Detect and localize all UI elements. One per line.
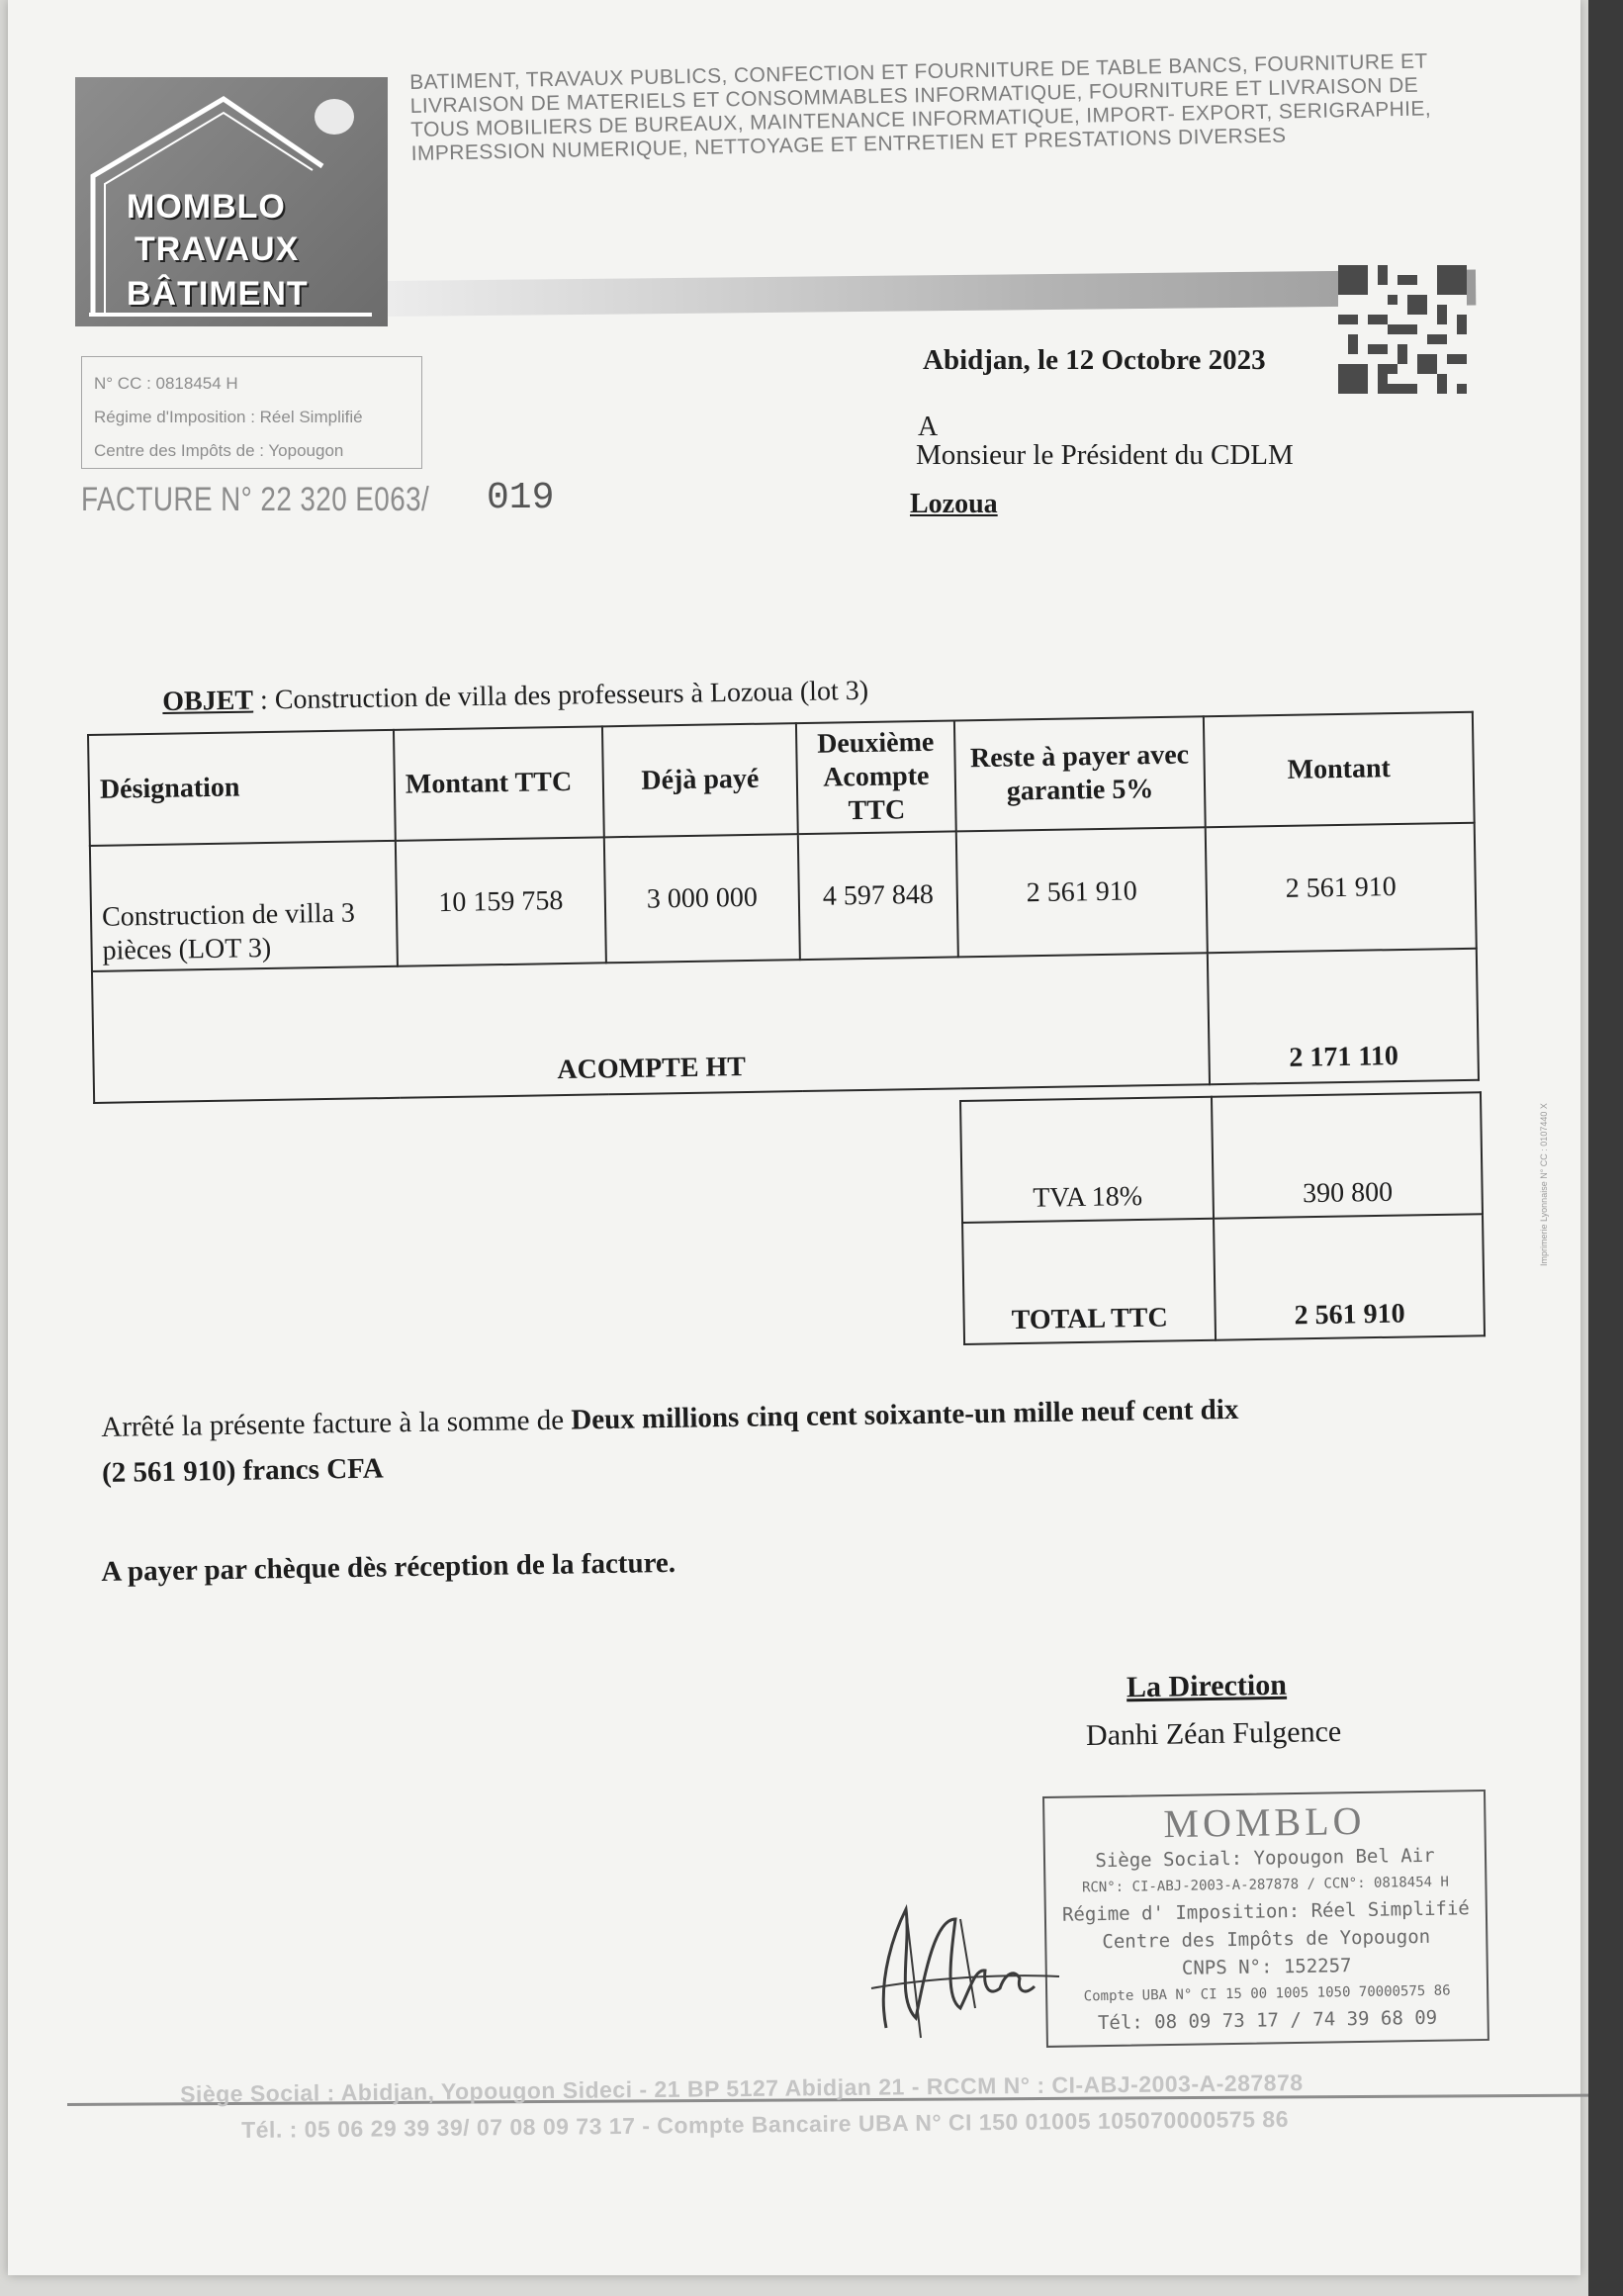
company-stamp: [1042, 1790, 1489, 2048]
stamp-line: Régime d' Imposition: Réel Simplifié: [1061, 1897, 1470, 1926]
table-row: [90, 823, 1477, 971]
acompte-row: [92, 949, 1479, 1103]
handwritten-signature: [866, 1880, 1064, 2048]
totals-table: [959, 1091, 1486, 1345]
stamp-line: Centre des Impôts de Yopougon: [1102, 1925, 1431, 1954]
stamp-line: CNPS N°: 152257: [1181, 1955, 1352, 1979]
cell-reste-a-payer: 2 561 910: [956, 827, 1208, 957]
amount-in-words: [101, 1384, 1427, 1496]
company-activities: BATIMENT, TRAVAUX PUBLICS, CONFECTION ET FOURNITURE DE TABLE BANCS, FOURNITURE ET LIVRAISON DE MATERIELS ET CONSOMMABLES INFORMATIQUE, FOURNITURE ET LIVRAISON DE TOUS MOBILIERS DE BUREAUX, MAINTENANCE INFORMATIQUE, IMPORT- EXPORT, SERIGRAPHIE, IMPRESSION NUMERIQUE, NETTOYAGE ET ENTRETIEN ET PRESTATIONS DIVERSES: [409, 49, 1432, 165]
amount-words: Deux millions cinq cent soixante-un mille neuf cent dix: [571, 1393, 1239, 1436]
col-header-deuxieme-acompte: Deuxième Acompte TTC: [796, 720, 956, 834]
stamp-line: Tél: 08 09 73 17 / 74 39 68 09: [1097, 2006, 1438, 2035]
qr-code-icon: [1338, 265, 1467, 394]
recipient-name: Monsieur le Président du CDLM: [916, 439, 1294, 471]
stamp-line: Siège Social: Yopougon Bel Air: [1095, 1844, 1435, 1873]
subject-label: OBJET: [162, 685, 254, 717]
company-logo: [75, 77, 388, 326]
col-header-designation: Désignation: [88, 730, 396, 846]
stamp-line: RCN°: CI-ABJ-2003-A-287878 / CCN°: 0818454 H: [1081, 1874, 1449, 1896]
col-header-reste-a-payer: Reste à payer avec garantie 5%: [954, 716, 1206, 831]
tax-info-box: [81, 356, 422, 469]
tax-cc-number: N° CC : 0818454 H: [94, 374, 238, 393]
acompte-ht-value: 2 171 110: [1208, 949, 1479, 1084]
cell-designation: Construction de villa 3 pièces (LOT 3): [90, 841, 398, 971]
tva-row: [960, 1092, 1483, 1223]
background-edge: [1588, 0, 1623, 2296]
signatory-title: La Direction: [1126, 1668, 1288, 1704]
total-row: [962, 1214, 1485, 1344]
invoice-subject: [162, 676, 868, 718]
subject-text: : Construction de villa des professeurs à Lozoua (lot 3): [252, 675, 869, 716]
total-ttc-label: TOTAL TTC: [962, 1219, 1216, 1344]
footer-contact: Tél. : 05 06 29 39 39/ 07 08 09 73 17 - Compte Bancaire UBA N° CI 150 01005 105070000575 86: [241, 2105, 1290, 2143]
cell-montant: 2 561 910: [1206, 823, 1477, 953]
logo-text-momblo: MOMBLO: [127, 188, 286, 226]
cell-deja-paye: 3 000 000: [604, 834, 800, 963]
header-divider-bar: [388, 269, 1476, 317]
signatory-name: Danhi Zéan Fulgence: [1085, 1714, 1342, 1753]
cell-deuxieme-acompte: 4 597 848: [798, 831, 958, 960]
col-header-montant-ttc: Montant TTC: [394, 726, 604, 840]
recipient-city: Lozoua: [910, 489, 998, 519]
tax-centre: Centre des Impôts de : Yopougon: [94, 441, 344, 460]
tax-regime: Régime d'Imposition : Réel Simplifié: [94, 408, 363, 426]
invoice-sheet: [8, 0, 1580, 2275]
tva-value: 390 800: [1212, 1092, 1483, 1218]
stamp-line: Compte UBA N° CI 15 00 1005 1050 70000575 86: [1083, 1982, 1451, 2005]
logo-text-travaux: TRAVAUX: [135, 230, 300, 268]
col-header-deja-paye: Déjà payé: [602, 723, 798, 837]
recipient-prefix: A: [918, 412, 939, 442]
cell-montant-ttc: 10 159 758: [396, 837, 606, 965]
invoice-number: 019: [487, 477, 555, 519]
total-ttc-value: 2 561 910: [1214, 1214, 1485, 1339]
invoice-label: FACTURE N° 22 320 E063/: [81, 481, 430, 518]
invoice-date: Abidjan, le 12 Octobre 2023: [923, 344, 1266, 376]
tva-label: TVA 18%: [960, 1097, 1214, 1223]
printer-mark: Imprimerie Lyonnaise N° CC : 0107440 X: [1539, 1103, 1549, 1266]
col-header-montant: Montant: [1204, 712, 1475, 827]
amount-numeric: (2 561 910) francs CFA: [101, 1452, 384, 1489]
stamp-title: MOMBLO: [1163, 1797, 1366, 1847]
acompte-ht-label: ACOMPTE HT: [92, 953, 1210, 1103]
logo-text-batiment: BÂTIMENT: [127, 275, 309, 313]
payment-terms: A payer par chèque dès réception de la facture.: [101, 1546, 676, 1588]
invoice-table: [87, 711, 1480, 1104]
amount-prefix: Arrêté la présente facture à la somme de: [101, 1404, 572, 1443]
footer-address: Siège Social : Abidjan, Yopougon Sideci - 21 BP 5127 Abidjan 21 - RCCM N° : CI-ABJ-2003-A-287878: [180, 2069, 1304, 2107]
